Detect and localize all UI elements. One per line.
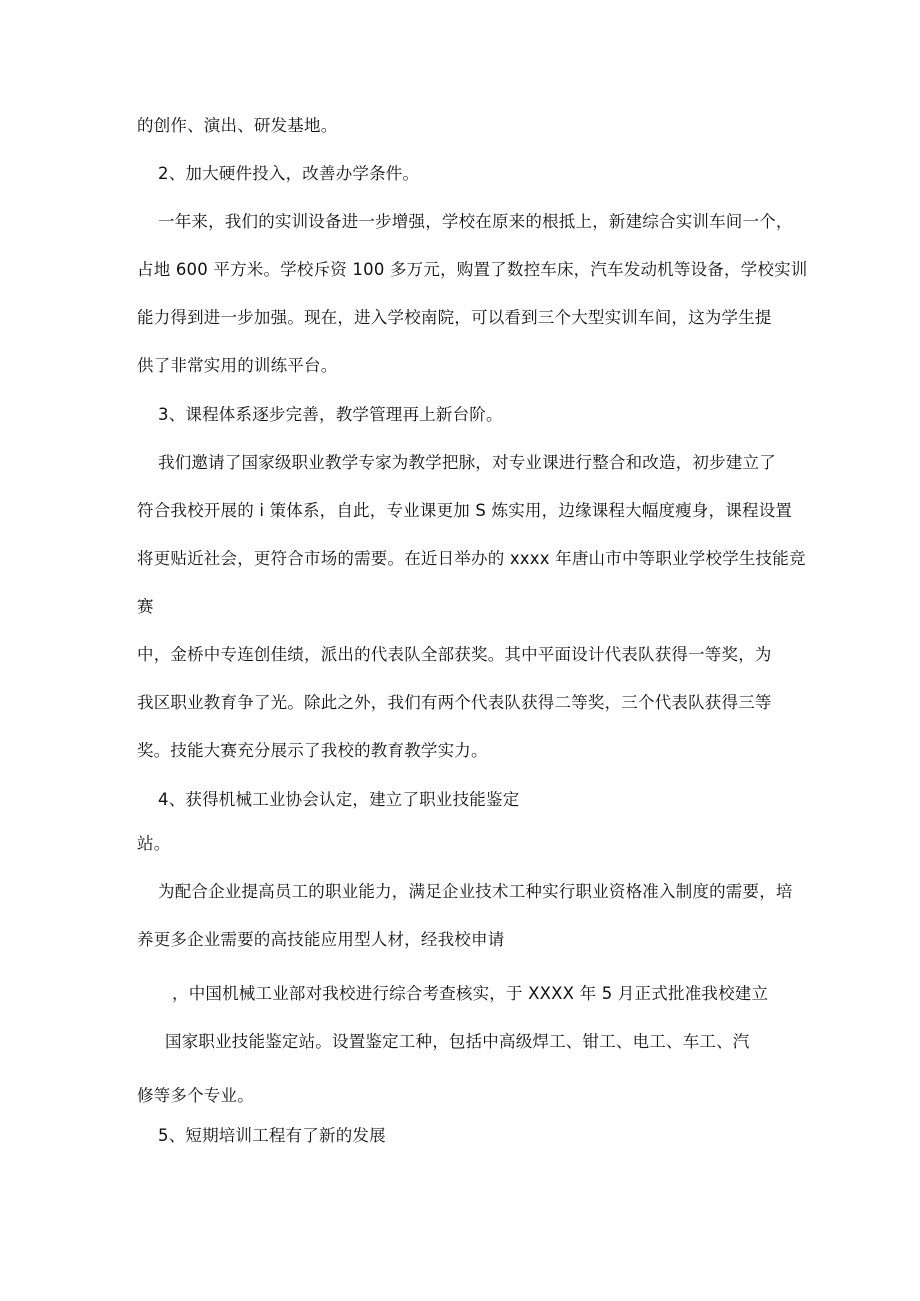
text-line: 能力得到进一步加强。现在，进入学校南院，可以看到三个大型实训车间，这为学生提	[137, 308, 772, 327]
text-line: 赛	[137, 597, 154, 616]
section-heading-5: 5、短期培训工程有了新的发展	[158, 1126, 386, 1145]
text-line: 为配合企业提高员工的职业能力，满足企业技术工种实行职业资格准入制度的需要，培	[158, 882, 793, 901]
text-line: 占地 600 平方米。学校斥资 100 多万元，购置了数控车床，汽车发动机等设备，学校实训	[137, 260, 808, 279]
text-line: 一年来，我们的实训设备进一步增强，学校在原来的根抵上，新建综合实训车间一个，	[158, 212, 793, 231]
section-heading-2: 2、加大硬件投入，改善办学条件。	[158, 164, 420, 183]
text-line: ，中国机械工业部对我校进行综合考查核实，于 XXXX 年 5 月正式批准我校建立	[172, 984, 769, 1003]
text-line: 站。	[137, 834, 171, 853]
text-line: 将更贴近社会，更符合市场的需要。在近日举办的 xxxx 年唐山市中等职业学校学生技能竞	[137, 549, 806, 568]
text-line: 修等多个专业。	[137, 1086, 254, 1105]
text-line: 符合我校开展的 i 策体系，自此，专业课更加 S 炼实用，边缘课程大幅度瘦身，课程设置	[137, 501, 793, 520]
text-line: 的创作、演出、研发基地。	[137, 116, 338, 135]
text-line: 我区职业教育争了光。除此之外，我们有两个代表队获得二等奖，三个代表队获得三等	[137, 693, 772, 712]
text-line: 奖。技能大赛充分展示了我校的教育教学实力。	[137, 741, 488, 760]
text-line: 国家职业技能鉴定站。设置鉴定工种，包括中高级焊工、钳工、电工、车工、汽	[165, 1032, 750, 1051]
text-line: 中，金桥中专连创佳绩，派出的代表队全部获奖。其中平面设计代表队获得一等奖，为	[137, 645, 772, 664]
text-line: 我们邀请了国家级职业教学专家为教学把脉，对专业课进行整合和改造，初步建立了	[158, 453, 776, 472]
text-line: 养更多企业需要的高技能应用型人材，经我校申请	[137, 930, 505, 949]
section-heading-3: 3、课程体系逐步完善，教学管理再上新台阶。	[158, 405, 503, 424]
section-heading-4: 4、获得机械工业协会认定，建立了职业技能鉴定	[158, 790, 520, 809]
text-line: 供了非常实用的训练平台。	[137, 356, 338, 375]
